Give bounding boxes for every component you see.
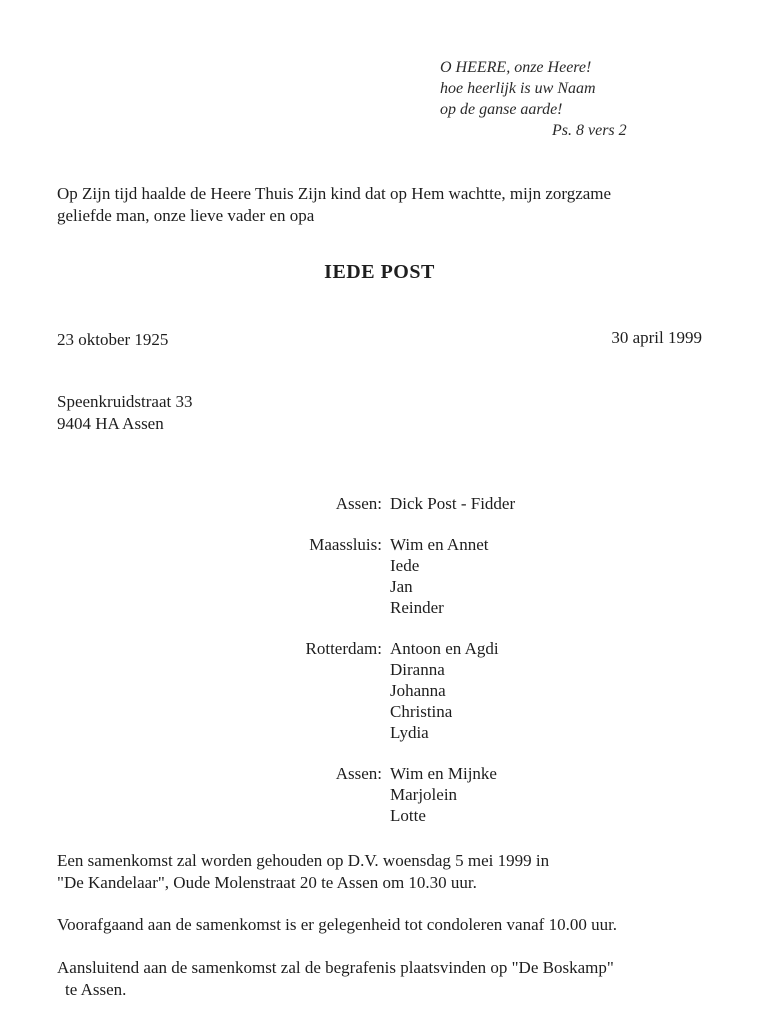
family-members [390, 534, 700, 618]
family-list [240, 493, 700, 846]
address-street: Speenkruidstraat 33 [57, 392, 193, 411]
gathering-notice [57, 850, 705, 894]
family-member: Marjolein [390, 785, 458, 804]
verse-line: hoe heerlijk is uw Naam [440, 80, 596, 97]
birth-date: 23 oktober 1925 [57, 330, 169, 349]
family-group [240, 763, 700, 826]
family-group [240, 638, 700, 743]
family-group [240, 534, 700, 618]
verse-line: O HEERE, onze Heere! [440, 59, 592, 76]
gathering-line-1: Een samenkomst zal worden gehouden op D.V. woensdag 5 mei 1999 in [57, 851, 550, 870]
condolence-notice: Voorafgaand aan de samenkomst is er gelegenheid tot condoleren vanaf 10.00 uur. [57, 915, 618, 934]
family-place: Maassluis: [309, 535, 382, 554]
family-member: Johanna [390, 681, 446, 700]
family-place: Assen: [335, 764, 382, 783]
family-member: Diranna [390, 660, 445, 679]
death-date: 30 april 1999 [611, 328, 702, 347]
verse-reference: Ps. 8 vers 2 [552, 122, 627, 139]
family-members [390, 493, 700, 514]
verse-line: op de ganse aarde! [440, 101, 563, 118]
family-place: Rotterdam: [305, 639, 382, 658]
burial-line-1: Aansluitend aan de samenkomst zal de begrafenis plaatsvinden op "De Boskamp" [57, 958, 614, 977]
burial-line-2: te Assen. [65, 980, 127, 999]
address-city: 9404 HA Assen [57, 414, 164, 433]
intro-text [57, 183, 717, 227]
burial-notice [57, 957, 705, 1001]
intro-line-1: Op Zijn tijd haalde de Heere Thuis Zijn kind dat op Hem wachtte, mijn zorgzame [57, 184, 612, 203]
family-members [390, 763, 700, 826]
family-member: Wim en Mijnke [390, 764, 497, 783]
family-member: Christina [390, 702, 453, 721]
family-member: Wim en Annet [390, 535, 489, 554]
family-group [240, 493, 700, 514]
gathering-line-2: "De Kandelaar", Oude Molenstraat 20 te Assen om 10.30 uur. [57, 873, 477, 892]
family-member: Dick Post - Fidder [390, 494, 516, 513]
family-members [390, 638, 700, 743]
family-member: Jan [390, 577, 413, 596]
psalm-verse [440, 57, 680, 141]
family-member: Antoon en Agdi [390, 639, 499, 658]
family-member: Lydia [390, 723, 429, 742]
family-member: Lotte [390, 806, 426, 825]
family-member: Iede [390, 556, 420, 575]
address-block [57, 391, 193, 435]
family-place: Assen: [335, 494, 382, 513]
intro-line-2: geliefde man, onze lieve vader en opa [57, 206, 315, 225]
deceased-name: IEDE POST [324, 261, 435, 283]
family-member: Reinder [390, 598, 444, 617]
